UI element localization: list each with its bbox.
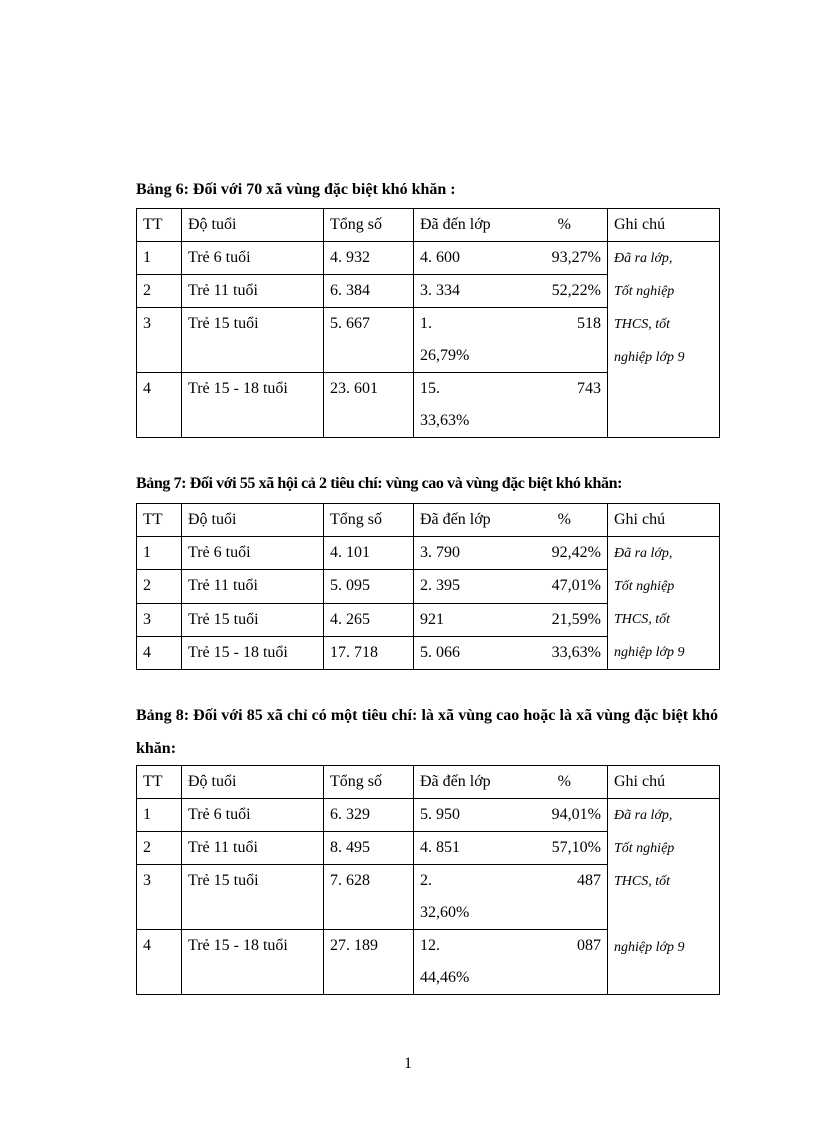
cell-total: 5. 667 (324, 308, 414, 373)
table-header-row (137, 766, 720, 799)
cell-note (608, 242, 720, 438)
header-total: Tổng số (324, 504, 414, 537)
enrolled-percent: 94,01% (551, 806, 601, 823)
header-tt: TT (137, 504, 182, 537)
cell-tt: 1 (137, 537, 182, 570)
cell-age: Trẻ 6 tuổi (182, 799, 324, 832)
header-total: Tổng số (324, 766, 414, 799)
enrolled-count: 2. 395 (420, 577, 460, 595)
table-header-row (137, 209, 720, 242)
cell-age: Trẻ 11 tuổi (182, 275, 324, 308)
table-7 (136, 503, 720, 670)
enrolled-percent: 21,59% (551, 610, 601, 628)
table-8 (136, 765, 720, 995)
note-line: nghiệp lớp 9 (614, 940, 685, 955)
cell-age: Trẻ 15 tuổi (182, 603, 324, 636)
cell-tt: 3 (137, 865, 182, 930)
table-row (137, 242, 720, 275)
enrolled-percent: 26,79% (420, 347, 470, 364)
cell-enrolled (414, 799, 608, 832)
note-line: Đã ra lớp, (614, 251, 673, 266)
enrolled-count: 4. 851 (420, 839, 460, 856)
cell-tt: 2 (137, 832, 182, 865)
cell-total: 17. 718 (324, 636, 414, 669)
enrolled-count: 4. 600 (420, 249, 460, 266)
cell-age: Trẻ 15 - 18 tuổi (182, 373, 324, 438)
header-age: Độ tuổi (182, 504, 324, 537)
table-8-caption: Bảng 8: Đối với 85 xã chỉ có một tiêu chí: là xã vùng cao hoặc là xã vùng đặc biệt khó khăn: (136, 707, 718, 757)
cell-enrolled (414, 373, 608, 438)
enrolled-percent: 47,01% (551, 577, 601, 595)
table-6 (136, 208, 720, 438)
header-percent: % (557, 216, 571, 233)
enrolled-count-part: 2. (420, 872, 432, 889)
enrolled-count-part: 12. (420, 937, 440, 954)
enrolled-count-part: 15. (420, 380, 440, 397)
note-line: nghiệp lớp 9 (614, 645, 685, 660)
cell-enrolled (414, 930, 608, 995)
enrolled-percent: 44,46% (420, 969, 470, 986)
note-line: THCS, tốt (614, 874, 671, 889)
cell-total: 6. 329 (324, 799, 414, 832)
cell-age: Trẻ 15 tuổi (182, 308, 324, 373)
note-line: Đã ra lớp, (614, 808, 673, 823)
cell-total: 5. 095 (324, 570, 414, 603)
cell-age: Trẻ 6 tuổi (182, 537, 324, 570)
enrolled-percent: 52,22% (551, 282, 601, 299)
table-header-row (137, 504, 720, 537)
cell-enrolled (414, 832, 608, 865)
cell-age: Trẻ 15 - 18 tuổi (182, 930, 324, 995)
enrolled-count: 921 (420, 610, 444, 628)
note-line: nghiệp lớp 9 (614, 350, 685, 365)
enrolled-count: 3. 334 (420, 282, 460, 299)
header-tt: TT (137, 209, 182, 242)
cell-tt: 1 (137, 799, 182, 832)
cell-total: 8. 495 (324, 832, 414, 865)
header-enrolled (414, 504, 608, 537)
cell-age: Trẻ 11 tuổi (182, 832, 324, 865)
header-percent: % (557, 773, 571, 790)
enrolled-percent: 57,10% (551, 839, 601, 856)
cell-tt: 4 (137, 636, 182, 669)
cell-tt: 4 (137, 373, 182, 438)
cell-tt: 2 (137, 275, 182, 308)
cell-total: 7. 628 (324, 865, 414, 930)
header-note: Ghi chú (608, 504, 720, 537)
cell-note (608, 537, 720, 670)
enrolled-count: 5. 950 (420, 806, 460, 823)
cell-tt: 1 (137, 242, 182, 275)
cell-note (608, 799, 720, 995)
cell-enrolled (414, 275, 608, 308)
cell-enrolled (414, 308, 608, 373)
header-enrolled-label: Đã đến lớp (420, 511, 491, 528)
table-row (137, 537, 720, 570)
enrolled-count-part: 743 (577, 380, 601, 397)
note-line: THCS, tốt (614, 317, 671, 332)
table-7-caption: Bảng 7: Đối với 55 xã hội cả 2 tiêu chí: vùng cao và vùng đặc biệt khó khăn: (136, 475, 623, 492)
cell-enrolled (414, 603, 608, 636)
enrolled-count-part: 1. (420, 315, 432, 332)
cell-enrolled (414, 537, 608, 570)
enrolled-percent: 32,60% (420, 904, 470, 921)
cell-enrolled (414, 570, 608, 603)
note-line: THCS, tốt (614, 612, 671, 627)
cell-total: 4. 101 (324, 537, 414, 570)
cell-total: 4. 265 (324, 603, 414, 636)
cell-total: 6. 384 (324, 275, 414, 308)
enrolled-count-part: 487 (577, 872, 601, 889)
enrolled-count-part: 087 (577, 937, 601, 954)
page-number: 1 (404, 1055, 412, 1072)
note-line: Đã ra lớp, (614, 546, 673, 561)
enrolled-percent: 33,63% (420, 412, 470, 429)
header-enrolled (414, 209, 608, 242)
enrolled-count-part: 518 (577, 315, 601, 332)
cell-enrolled (414, 865, 608, 930)
header-age: Độ tuổi (182, 766, 324, 799)
cell-age: Trẻ 15 - 18 tuổi (182, 636, 324, 669)
header-enrolled (414, 766, 608, 799)
cell-age: Trẻ 6 tuổi (182, 242, 324, 275)
table-row (137, 799, 720, 832)
note-line: Tốt nghiệp (614, 579, 675, 594)
enrolled-percent: 92,42% (551, 544, 601, 561)
note-line: Tốt nghiệp (614, 284, 675, 299)
cell-tt: 2 (137, 570, 182, 603)
note-line: Tốt nghiệp (614, 841, 675, 856)
cell-tt: 4 (137, 930, 182, 995)
cell-total: 4. 932 (324, 242, 414, 275)
header-enrolled-label: Đã đến lớp (420, 216, 491, 233)
cell-tt: 3 (137, 308, 182, 373)
header-note: Ghi chú (608, 209, 720, 242)
cell-total: 27. 189 (324, 930, 414, 995)
cell-age: Trẻ 15 tuổi (182, 865, 324, 930)
header-total: Tổng số (324, 209, 414, 242)
header-tt: TT (137, 766, 182, 799)
cell-total: 23. 601 (324, 373, 414, 438)
enrolled-percent: 33,63% (551, 643, 601, 661)
enrolled-count: 5. 066 (420, 643, 460, 661)
header-enrolled-label: Đã đến lớp (420, 773, 491, 790)
header-note: Ghi chú (608, 766, 720, 799)
header-age: Độ tuổi (182, 209, 324, 242)
header-percent: % (557, 511, 571, 528)
cell-enrolled (414, 636, 608, 669)
cell-tt: 3 (137, 603, 182, 636)
enrolled-percent: 93,27% (551, 249, 601, 266)
table-6-caption: Bảng 6: Đối với 70 xã vùng đặc biệt khó khăn : (136, 181, 456, 198)
enrolled-count: 3. 790 (420, 544, 460, 561)
cell-age: Trẻ 11 tuổi (182, 570, 324, 603)
cell-enrolled (414, 242, 608, 275)
